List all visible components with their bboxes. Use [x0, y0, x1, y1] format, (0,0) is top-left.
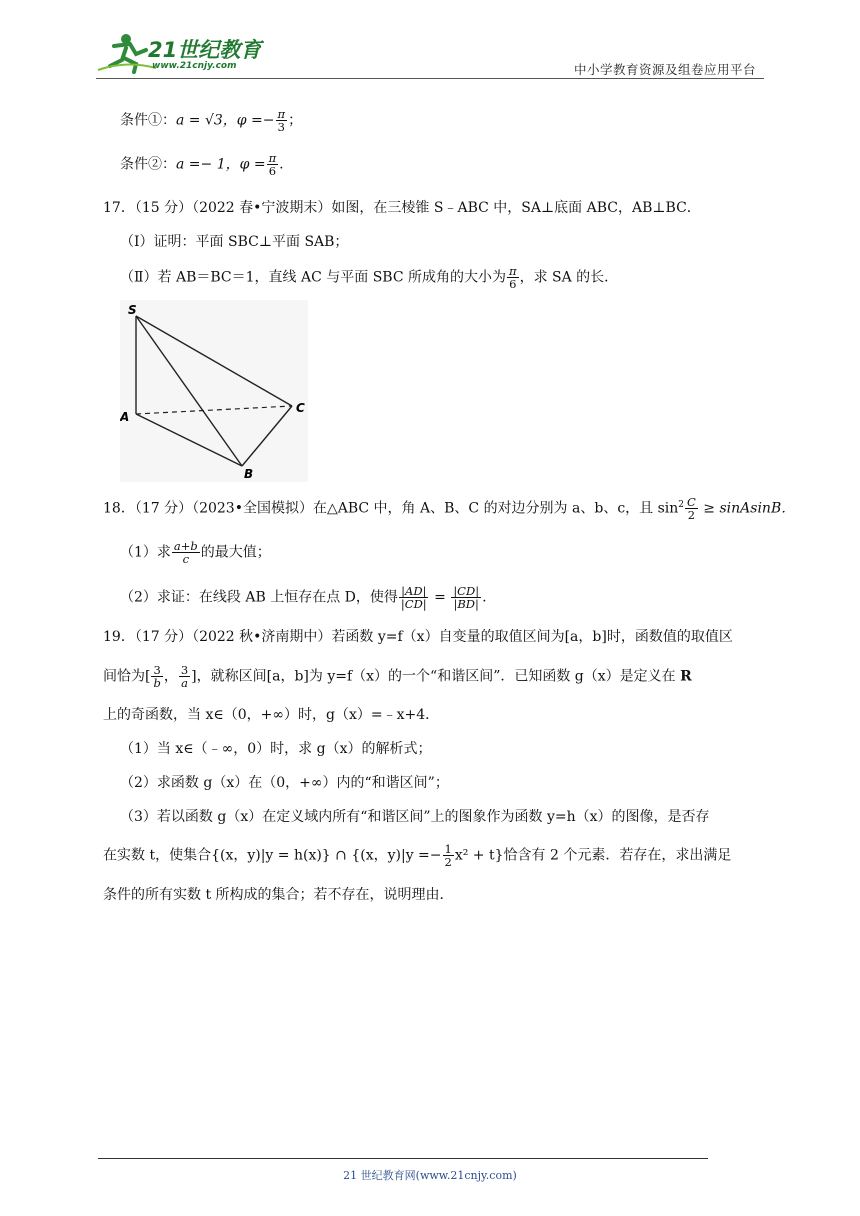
header-divider — [96, 78, 764, 79]
frac-den: c — [182, 552, 190, 566]
q18-part2-frac2 — [451, 585, 481, 610]
pyramid-figure — [120, 300, 308, 482]
condition-2-tail: . — [279, 156, 284, 173]
q19-part3-line3: 条件的所有实数 t 所构成的集合；若不存在，说明理由． — [103, 887, 454, 903]
frac-den: |BD| — [453, 597, 479, 611]
frac-num: C — [687, 495, 696, 509]
condition-2-math: a =− 1，φ = — [176, 156, 266, 173]
q17-part2 — [120, 265, 618, 290]
frac-den: 2 — [444, 855, 452, 869]
condition-1-math: a = √3，φ =− — [176, 112, 275, 129]
q19-stem-line1: 19．（17 分）（2022 秋•济南期中）若函数 y=f（x）自变量的取值区间为[a，b]时，函数值的取值区 — [103, 629, 733, 645]
q19-part2: （2）求函数 g（x）在（0，+∞）内的“和谐区间”； — [120, 775, 449, 791]
frac-num: π — [268, 151, 277, 165]
q19-part3-frac — [443, 843, 454, 868]
condition-1-label: 条件①： — [120, 112, 176, 129]
q19-part3-tail: x² + t}恰含有 2 个元素．若存在，求出满足 — [454, 847, 732, 864]
q18-equals: = — [429, 589, 451, 606]
frac-den: 6 — [509, 277, 517, 291]
frac-num: |AD| — [401, 584, 427, 598]
frac-num: 1 — [444, 842, 452, 856]
q18-part2-text: （2）求证：在线段 AB 上恒存在点 D，使得 — [120, 589, 398, 606]
q18-stem-text: 18．（17 分）（2023•全国模拟）在△ABC 中，角 A、B、C 的对边分别为 a、b、c，且 sin — [103, 500, 679, 517]
q18-stem — [103, 496, 795, 521]
frac-den: b — [153, 676, 161, 690]
platform-name: 中小学教育资源及组卷应用平台 — [573, 62, 756, 77]
q18-part2 — [120, 585, 487, 610]
frac-num: |CD| — [453, 584, 480, 598]
condition-1-tail: ； — [288, 112, 303, 129]
q19-line2-tail: ]，就称区间[a，b]为 y=f（x）的一个“和谐区间”．已知函数 g（x）是定义在 — [191, 668, 681, 685]
vertex-label-a: A — [120, 410, 130, 424]
q18-part2-tail: . — [482, 589, 487, 606]
q19-line2-text: 间恰为[ — [103, 668, 151, 685]
q18-part1-text: （1）求 — [120, 544, 171, 561]
frac-den: a — [181, 676, 188, 690]
q17-part2-frac — [507, 265, 519, 290]
condition-2 — [120, 152, 284, 177]
q19-stem-line3: 上的奇函数，当 x∈（0，+∞）时，g（x）=﹣x+4． — [103, 707, 440, 723]
footer-divider — [98, 1158, 708, 1159]
logo-url: www.21cnjy.com — [152, 61, 237, 71]
vertex-label-b: B — [244, 467, 254, 481]
page-header — [96, 28, 764, 80]
pyramid-diagram — [120, 300, 308, 482]
logo-title: 21世纪教育 — [148, 38, 262, 62]
condition-1-frac — [276, 108, 288, 133]
q19-part1: （1）当 x∈（﹣∞，0）时，求 g（x）的解析式； — [120, 741, 432, 757]
q19-frac2 — [179, 664, 190, 689]
frac-num: π — [277, 107, 286, 121]
condition-2-label: 条件②： — [120, 156, 176, 173]
footer-text: 21 世纪教育网(www.21cnjy.com) — [343, 1169, 517, 1182]
condition-2-frac — [267, 152, 279, 177]
frac-den: 6 — [268, 164, 277, 178]
vertex-label-c: C — [296, 401, 305, 415]
q19-frac1 — [151, 664, 162, 689]
vertex-label-s: S — [128, 303, 137, 317]
q18-sup: 2 — [678, 499, 685, 510]
frac-num: a+b — [173, 539, 198, 553]
logo — [96, 30, 266, 76]
q17-part2-text: （Ⅱ）若 AB＝BC＝1，直线 AC 与平面 SBC 所成角的大小为 — [120, 269, 507, 286]
frac-den: 2 — [687, 508, 696, 522]
q18-part1 — [120, 540, 271, 565]
q19-part3-line1: （3）若以函数 g（x）在定义域内所有“和谐区间”上的图象作为函数 y=h（x）的图像，是否存 — [120, 809, 710, 825]
q17-stem: 17．（15 分）（2022 春•宁波期末）如图，在三棱锥 S﹣ABC 中，SA⊥底面 ABC，AB⊥BC． — [103, 200, 701, 216]
q19-sep: ， — [163, 668, 178, 685]
q17-part1: （Ⅰ）证明：平面 SBC⊥平面 SAB； — [120, 234, 349, 250]
q18-part2-frac1 — [399, 585, 429, 610]
frac-num: π — [509, 264, 517, 278]
q18-stem-tail: ≥ sinAsinB． — [698, 500, 796, 517]
condition-1 — [120, 108, 302, 133]
frac-num: 3 — [153, 663, 161, 677]
q19-stem-line2 — [103, 664, 692, 689]
q17-part2-tail: ，求 SA 的长． — [519, 269, 619, 286]
q19-part3-text: 在实数 t，使集合{(x，y)|y = h(x)} ∩ {(x，y)|y =− — [103, 847, 442, 864]
q19-real-set: R — [680, 668, 692, 685]
frac-num: 3 — [180, 663, 189, 677]
q18-part1-frac — [172, 540, 200, 565]
q18-frac — [685, 496, 698, 521]
frac-den: 3 — [277, 120, 285, 134]
frac-den: |CD| — [400, 597, 427, 611]
q19-part3-line2 — [103, 843, 731, 868]
q18-part1-tail: 的最大值； — [200, 544, 271, 561]
